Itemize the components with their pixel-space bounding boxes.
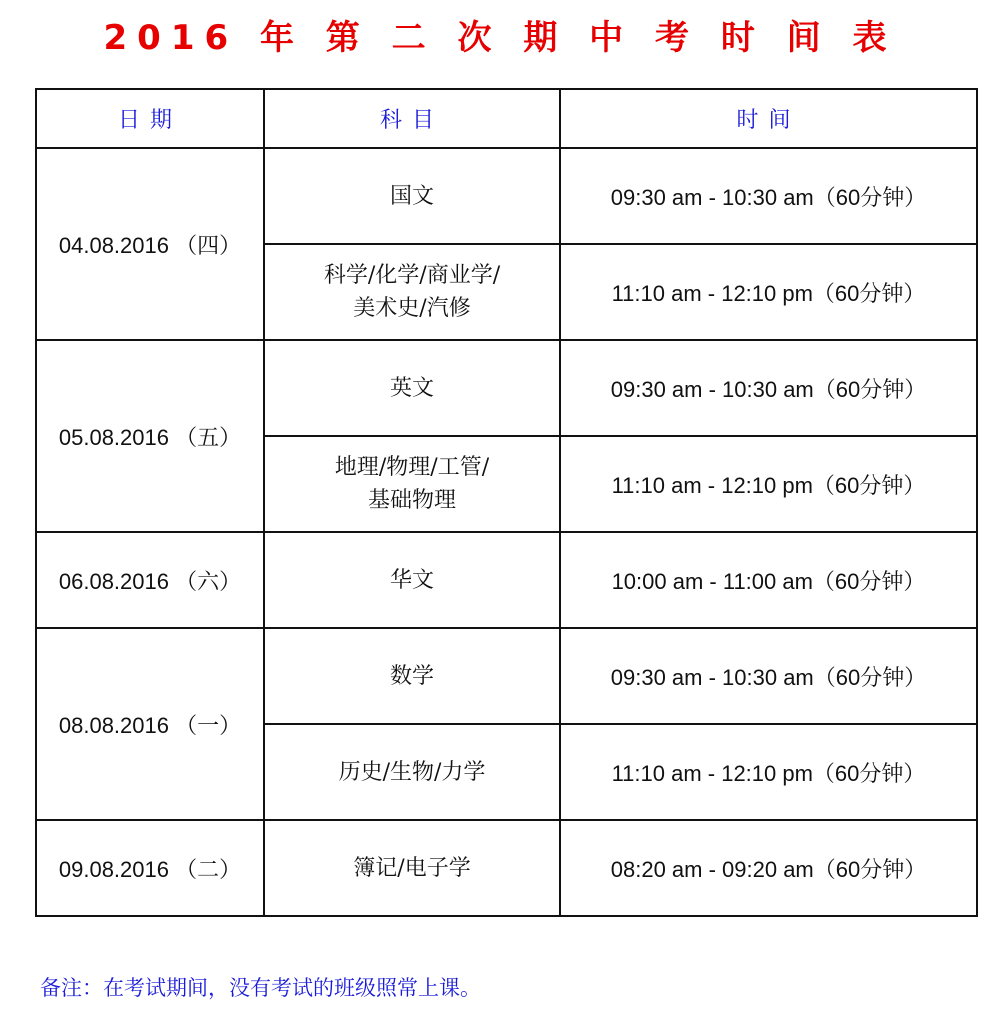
subject-cell: 历史/生物/力学 [264, 724, 560, 820]
header-date: 日期 [36, 89, 264, 148]
subject-line: 地理/物理/工管/ [334, 455, 490, 480]
subject-cell: 英文 [264, 340, 560, 436]
subject-cell: 国文 [264, 148, 560, 244]
date-cell: 05.08.2016 （五） [36, 340, 264, 532]
subject-cell: 数学 [264, 628, 560, 724]
time-cell: 11:10 am - 12:10 pm（60分钟） [560, 724, 977, 820]
subject-cell: 簿记/电子学 [264, 820, 560, 916]
date-cell: 06.08.2016 （六） [36, 532, 264, 628]
table-header-row [36, 89, 977, 148]
time-cell: 08:20 am - 09:20 am（60分钟） [560, 820, 977, 916]
subject-cell [264, 244, 560, 340]
subject-line: 美术史/汽修 [353, 296, 471, 321]
table-row [36, 628, 977, 724]
date-cell: 09.08.2016 （二） [36, 820, 264, 916]
table-row [36, 820, 977, 916]
time-cell: 11:10 am - 12:10 pm（60分钟） [560, 244, 977, 340]
time-cell: 10:00 am - 11:00 am（60分钟） [560, 532, 977, 628]
date-cell: 08.08.2016 （一） [36, 628, 264, 820]
exam-timetable [35, 88, 978, 917]
footnote: 备注：在考试期间，没有考试的班级照常上课。 [40, 976, 481, 1000]
subject-cell [264, 436, 560, 532]
table-row [36, 532, 977, 628]
subject-line: 科学/化学/商业学/ [323, 263, 501, 288]
header-subject: 科目 [264, 89, 560, 148]
page-title: 2016 年 第 二 次 期 中 考 时 间 表 [103, 18, 897, 58]
table-row [36, 340, 977, 436]
subject-cell: 华文 [264, 532, 560, 628]
time-cell: 11:10 am - 12:10 pm（60分钟） [560, 436, 977, 532]
table-row [36, 148, 977, 244]
subject-line: 基础物理 [367, 488, 456, 513]
header-time: 时间 [560, 89, 977, 148]
time-cell: 09:30 am - 10:30 am（60分钟） [560, 148, 977, 244]
date-cell: 04.08.2016 （四） [36, 148, 264, 340]
time-cell: 09:30 am - 10:30 am（60分钟） [560, 628, 977, 724]
time-cell: 09:30 am - 10:30 am（60分钟） [560, 340, 977, 436]
